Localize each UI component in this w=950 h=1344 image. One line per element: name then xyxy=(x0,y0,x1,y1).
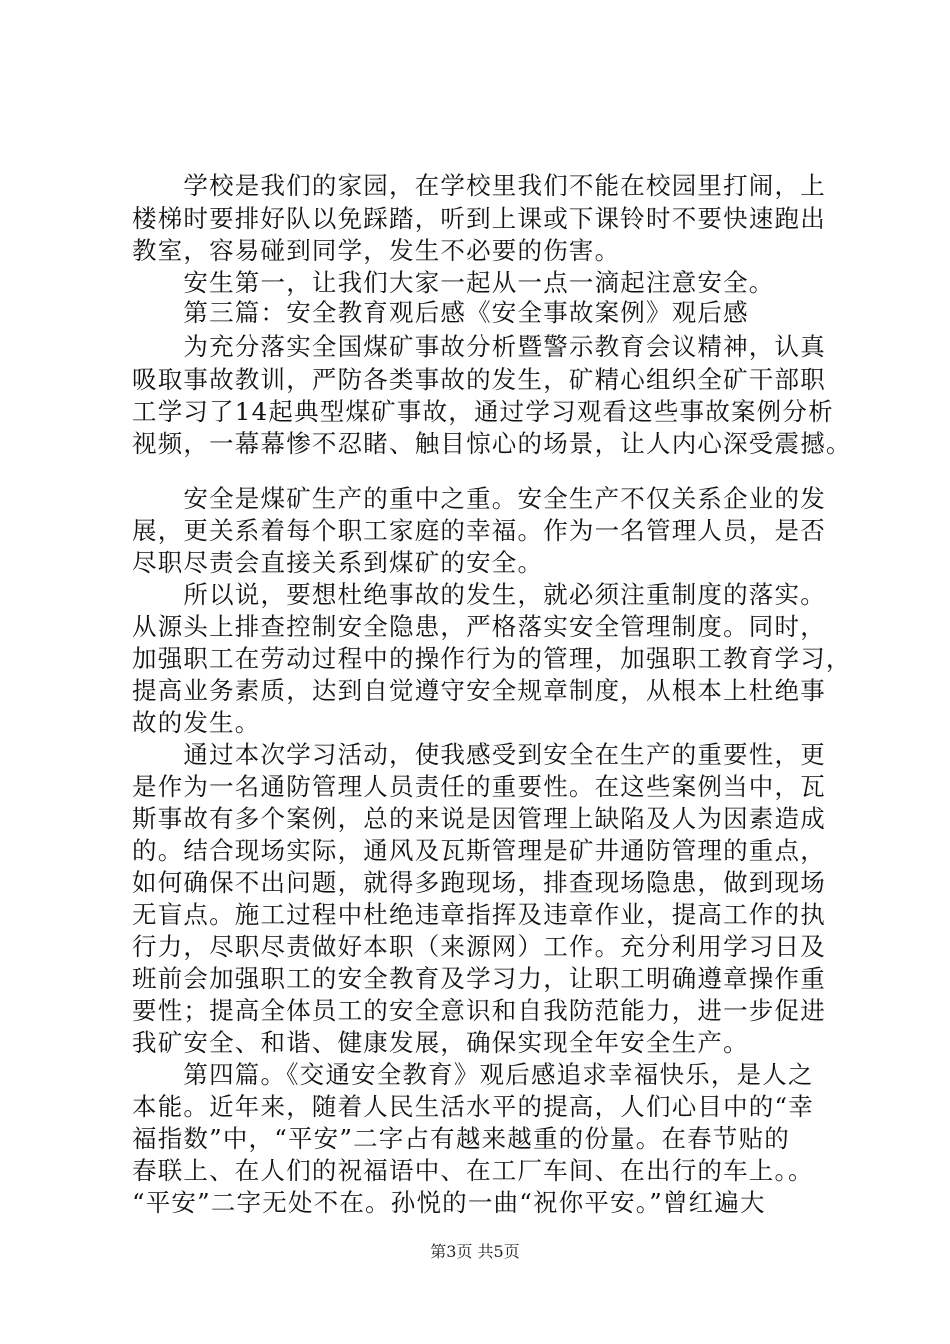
paragraph-line: 我矿安全、和谐、健康发展，确保实现全年安全生产。 xyxy=(132,1028,749,1057)
paragraph-line: 楼梯时要排好队以免踩踏，听到上课或下课铃时不要快速跑出 xyxy=(132,204,826,233)
paragraph-line: “平安”二字无处不在。孙悦的一曲“祝你平安。”曾红遍大 xyxy=(132,1188,766,1217)
paragraph-line: 通过本次学习活动，使我感受到安全在生产的重要性，更 xyxy=(132,740,826,769)
paragraph-line: 展，更关系着每个职工家庭的幸福。作为一名管理人员，是否 xyxy=(132,516,826,545)
paragraph-line: 的。结合现场实际，通风及瓦斯管理是矿井通防管理的重点， xyxy=(132,836,826,865)
paragraph-line: 尽职尽责会直接关系到煤矿的安全。 xyxy=(132,548,544,577)
paragraph-line: 第四篇。《交通安全教育》观后感追求幸福快乐，是人之 xyxy=(132,1060,814,1089)
paragraph-line: 要性；提高全体员工的安全意识和自我防范能力，进一步促进 xyxy=(132,996,826,1025)
paragraph-line: 安全是煤矿生产的重中之重。安全生产不仅关系企业的发 xyxy=(132,484,826,513)
paragraph-line: 行力，尽职尽责做好本职（来源网）工作。充分利用学习日及 xyxy=(132,932,826,961)
paragraph-line: 吸取事故教训，严防各类事故的发生，矿精心组织全矿干部职 xyxy=(132,365,826,394)
paragraph-line: 加强职工在劳动过程中的操作行为的管理，加强职工教育学习， xyxy=(132,644,852,673)
paragraph-line: 为充分落实全国煤矿事故分析暨警示教育会议精神，认真 xyxy=(132,332,826,361)
paragraph-line: 从源头上排查控制安全隐患，严格落实安全管理制度。同时， xyxy=(132,612,826,641)
paragraph-line: 学校是我们的家园，在学校里我们不能在校园里打闹，上 xyxy=(132,171,826,200)
paragraph-line: 班前会加强职工的安全教育及学习力，让职工明确遵章操作重 xyxy=(132,964,826,993)
paragraph-line: 春联上、在人们的祝福语中、在工厂车间、在出行的车上。。 xyxy=(132,1156,814,1185)
section-heading: 第三篇：安全教育观后感《安全事故案例》观后感 xyxy=(132,298,749,327)
paragraph-line: 本能。近年来，随着人民生活水平的提高，人们心目中的“幸 xyxy=(132,1092,814,1121)
paragraph-line: 无盲点。施工过程中杜绝违章指挥及违章作业，提高工作的执 xyxy=(132,900,826,929)
page-footer: 第3页 共5页 xyxy=(430,1242,520,1261)
paragraph-line: 故的发生。 xyxy=(132,708,261,737)
paragraph-line: 提高业务素质，达到自觉遵守安全规章制度，从根本上杜绝事 xyxy=(132,676,826,705)
paragraph-line: 福指数”中，“平安”二字占有越来越重的份量。在春节贴的 xyxy=(132,1124,790,1153)
paragraph-line: 教室，容易碰到同学，发生不必要的伤害。 xyxy=(132,236,621,265)
paragraph-line: 如何确保不出问题，就得多跑现场，排查现场隐患，做到现场 xyxy=(132,868,826,897)
paragraph-line: 视频，一幕幕惨不忍睹、触目惊心的场景，让人内心深受震撼。 xyxy=(132,429,852,458)
paragraph-line: 所以说，要想杜绝事故的发生，就必须注重制度的落实。 xyxy=(132,580,826,609)
paragraph-line: 安生第一，让我们大家一起从一点一滴起注意安全。 xyxy=(132,268,775,297)
paragraph-line: 工学习了14起典型煤矿事故，通过学习观看这些事故案例分析 xyxy=(132,397,834,426)
paragraph-line: 是作为一名通防管理人员责任的重要性。在这些案例当中，瓦 xyxy=(132,772,826,801)
paragraph-line: 斯事故有多个案例，总的来说是因管理上缺陷及人为因素造成 xyxy=(132,804,826,833)
